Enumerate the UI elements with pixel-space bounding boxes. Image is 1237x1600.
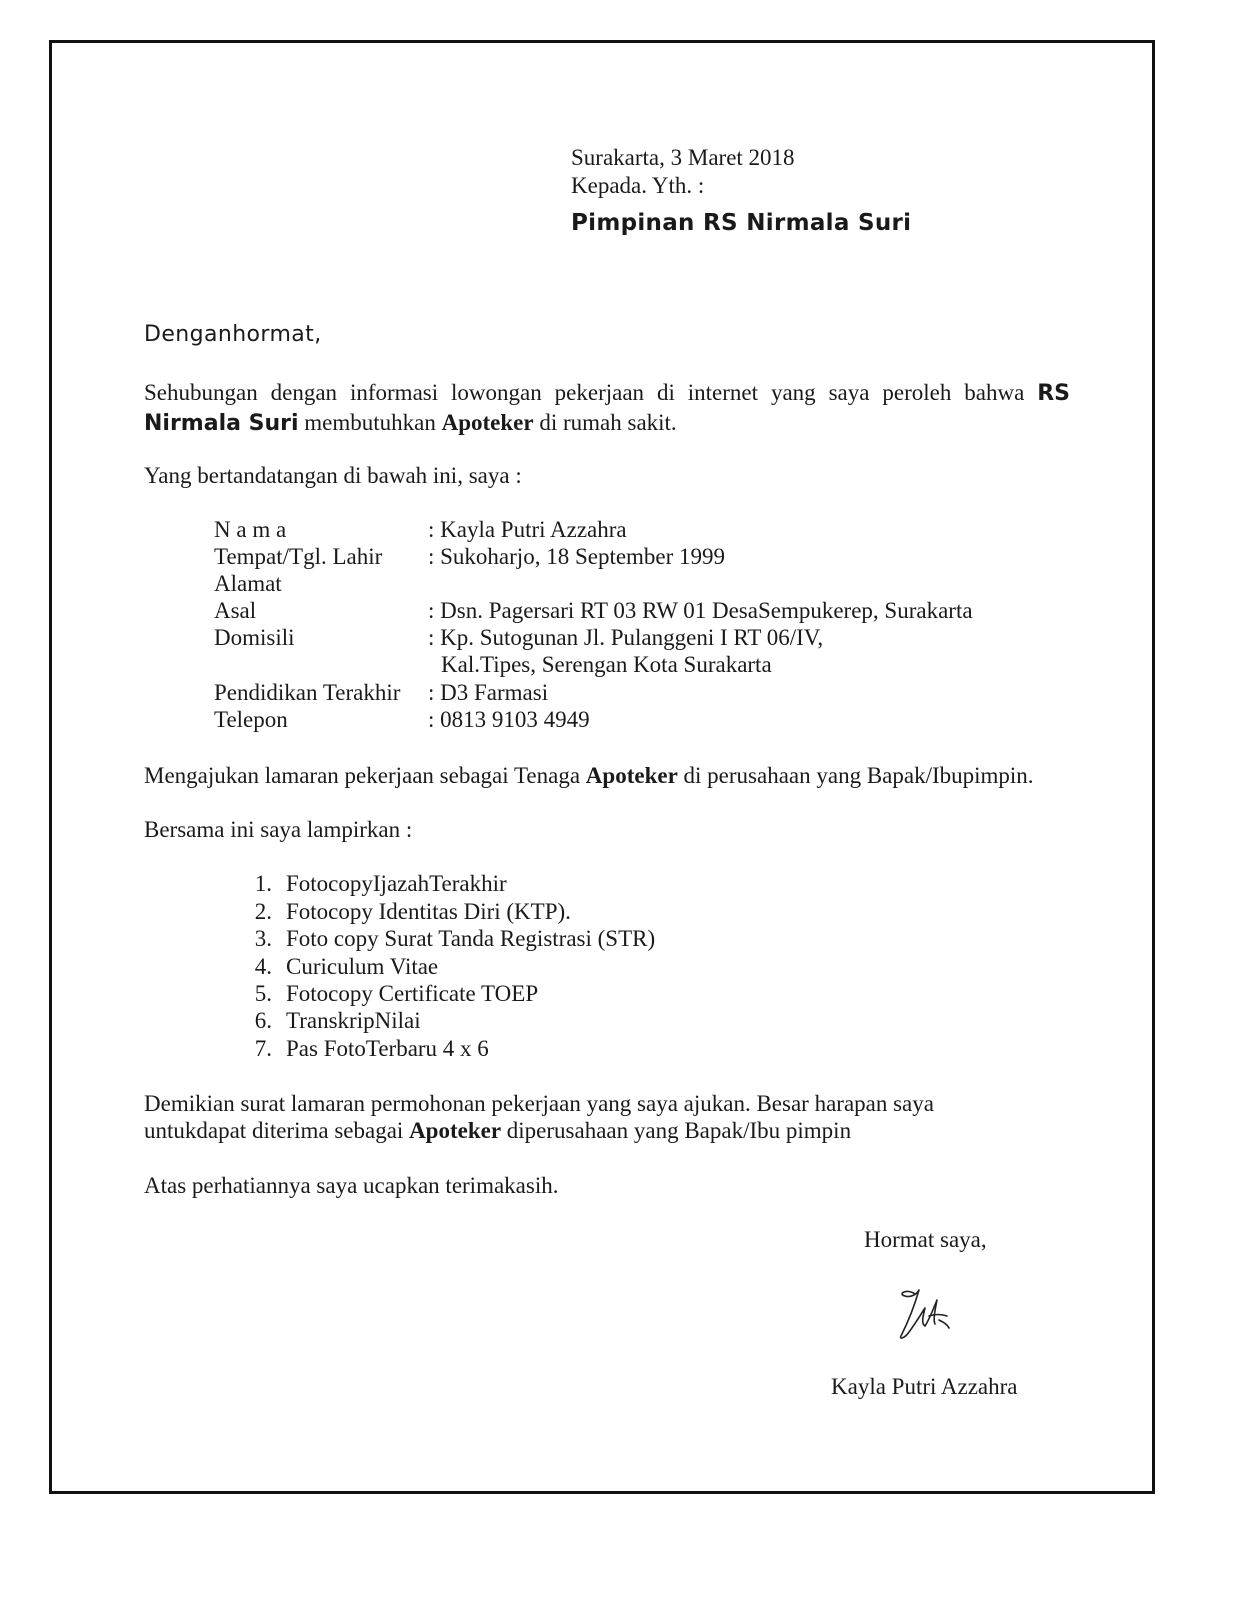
phone-value: : 0813 9103 4949 — [428, 707, 590, 732]
place-date: Surakarta, 3 Maret 2018 — [571, 145, 795, 170]
list-item-number: 1. — [254, 871, 272, 896]
list-item: Fotocopy Identitas Diri (KTP). — [286, 899, 571, 924]
list-item-number: 3. — [254, 926, 272, 951]
closing-text-2: diperusahaan yang Bapak/Ibu pimpin — [501, 1118, 852, 1143]
greeting: Denganhormat, — [144, 322, 322, 347]
education-value: : D3 Farmasi — [428, 680, 549, 705]
apply-text-2: di perusahaan yang Bapak/Ibupimpin. — [677, 763, 1034, 788]
domicile-value-2: Kal.Tipes, Serengan Kota Surakarta — [441, 652, 772, 677]
closing-line-2 — [144, 1117, 851, 1144]
apply-line — [144, 762, 1034, 789]
list-item: Fotocopy Certificate TOEP — [286, 981, 539, 1006]
origin-value: : Dsn. Pagersari RT 03 RW 01 DesaSempukerep, Surakarta — [428, 598, 973, 623]
name-label: N a m a — [214, 517, 287, 542]
intro-position: Apoteker — [441, 410, 534, 435]
domicile-label: Domisili — [214, 625, 295, 650]
signoff: Hormat saya, — [864, 1227, 987, 1252]
closing-position: Apoteker — [409, 1118, 502, 1143]
intro-paragraph — [144, 378, 1070, 438]
list-item-number: 6. — [254, 1008, 272, 1033]
apply-position: Apoteker — [585, 763, 678, 788]
to-line: Kepada. Yth. : — [571, 173, 705, 198]
closing-text-1: untukdapat diterima sebagai — [144, 1118, 410, 1143]
address-label: Alamat — [214, 571, 282, 596]
thanks-line: Atas perhatiannya saya ucapkan terimakasih. — [144, 1173, 559, 1198]
origin-label: Asal — [214, 598, 257, 623]
list-item: Foto copy Surat Tanda Registrasi (STR) — [286, 926, 656, 951]
recipient: Pimpinan RS Nirmala Suri — [571, 210, 912, 236]
name-value: : Kayla Putri Azzahra — [428, 517, 627, 542]
phone-label: Telepon — [214, 707, 288, 732]
signed-line: Yang bertandatangan di bawah ini, saya : — [144, 463, 522, 488]
intro-company: RS Nirmala Suri — [144, 381, 1070, 436]
apply-text-1: Mengajukan lamaran pekerjaan sebagai Tenaga — [144, 763, 586, 788]
list-item: FotocopyIjazahTerakhir — [286, 871, 507, 896]
list-item-number: 5. — [254, 981, 272, 1006]
intro-text-2: membutuhkan — [298, 410, 442, 435]
list-item-number: 2. — [254, 899, 272, 924]
education-label: Pendidikan Terakhir — [214, 680, 401, 705]
list-item-number: 7. — [254, 1036, 272, 1061]
signer-name: Kayla Putri Azzahra — [831, 1374, 1018, 1399]
intro-text-1: Sehubungan dengan informasi lowongan pekerjaan di internet yang saya peroleh bahwa — [144, 380, 1038, 405]
list-item: Pas FotoTerbaru 4 x 6 — [286, 1036, 489, 1061]
domicile-value-1: : Kp. Sutogunan Jl. Pulanggeni I RT 06/IV, — [428, 625, 824, 650]
list-item-number: 4. — [254, 954, 272, 979]
birth-value: : Sukoharjo, 18 September 1999 — [428, 544, 726, 569]
birth-label: Tempat/Tgl. Lahir — [214, 544, 383, 569]
attach-intro: Bersama ini saya lampirkan : — [144, 817, 413, 842]
signature-icon — [895, 1280, 955, 1342]
intro-text-3: di rumah sakit. — [533, 410, 677, 435]
closing-line-1: Demikian surat lamaran permohonan pekerjaan yang saya ajukan. Besar harapan saya — [144, 1091, 934, 1116]
list-item: Curiculum Vitae — [286, 954, 439, 979]
list-item: TranskripNilai — [286, 1008, 421, 1033]
